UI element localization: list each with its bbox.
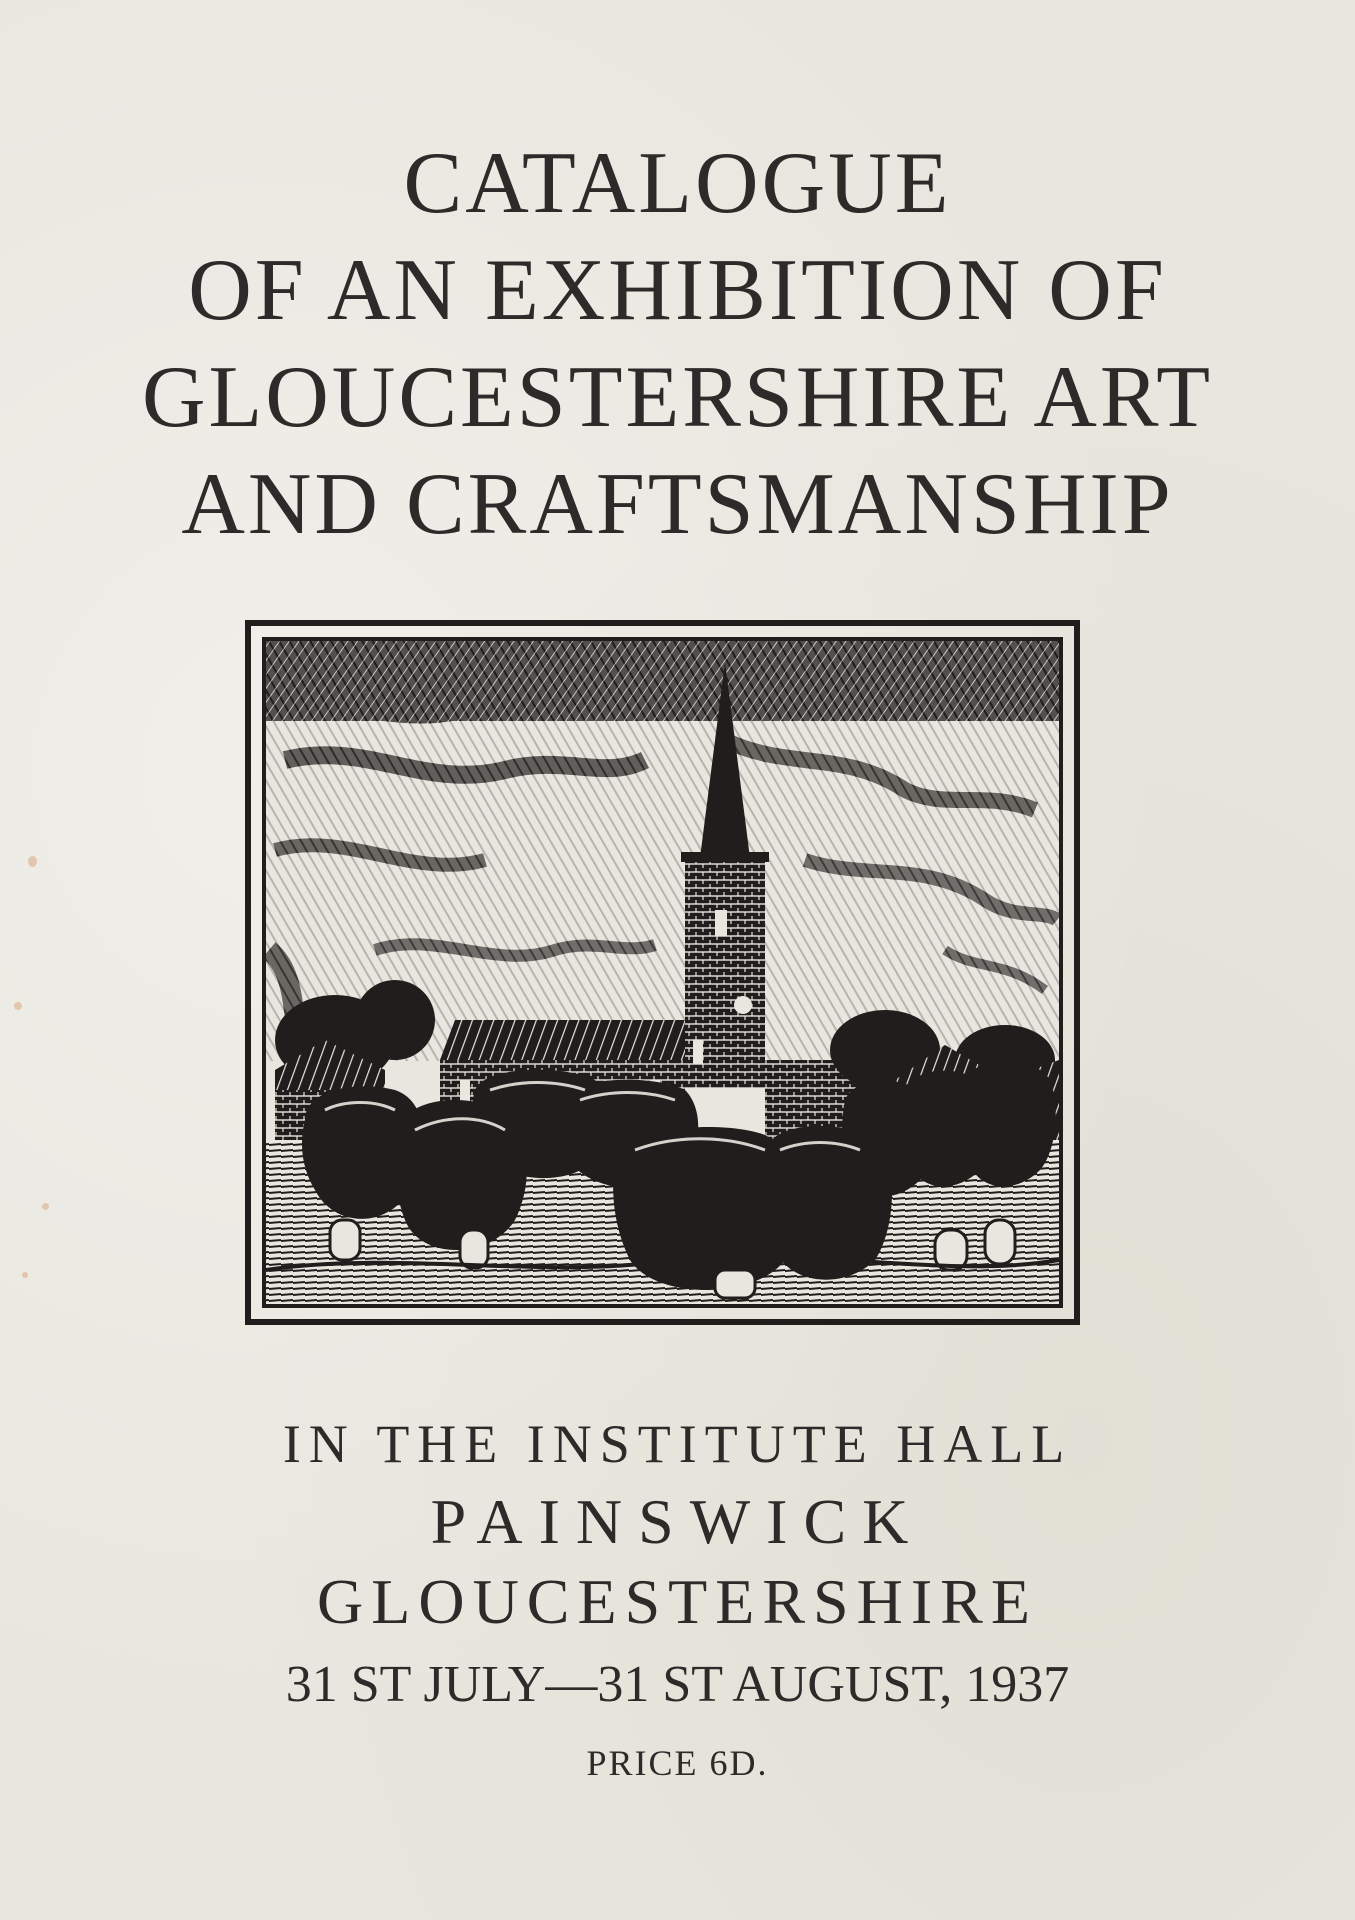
church-woodcut-icon bbox=[245, 620, 1080, 1325]
venue-block bbox=[0, 1405, 1355, 1727]
title-line-1: CATALOGUE bbox=[403, 135, 952, 232]
title-line-3: GLOUCESTERSHIRE ART bbox=[141, 349, 1214, 446]
title-line-4: AND CRAFTSMANSHIP bbox=[181, 456, 1174, 553]
exhibition-dates: 31 ST JULY—31 ST AUGUST, 1937 bbox=[285, 1656, 1070, 1713]
title-line-2: OF AN EXHIBITION OF bbox=[188, 242, 1167, 339]
foxing-spot bbox=[22, 1272, 28, 1278]
venue-town: PAINSWICK bbox=[430, 1486, 925, 1557]
venue-hall: IN THE INSTITUTE HALL bbox=[282, 1414, 1073, 1474]
foxing-spot bbox=[42, 1203, 49, 1210]
venue-county: GLOUCESTERSHIRE bbox=[317, 1566, 1038, 1637]
catalogue-title bbox=[0, 130, 1355, 558]
price-label: PRICE 6D. bbox=[586, 1743, 769, 1783]
foxing-spot bbox=[28, 856, 37, 867]
foxing-spot bbox=[14, 1002, 22, 1010]
